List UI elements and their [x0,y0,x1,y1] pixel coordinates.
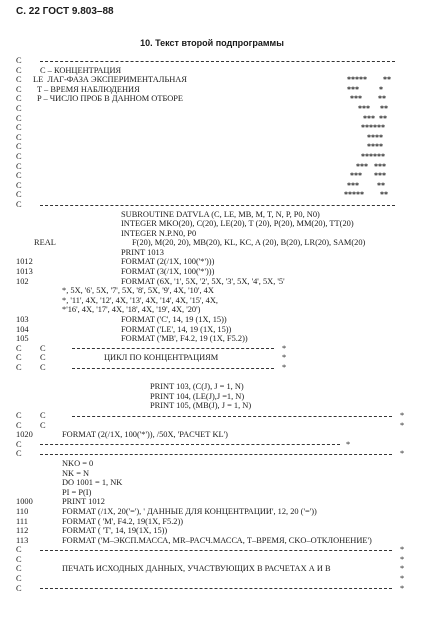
ascii-art: *** ** [347,180,385,190]
comment-marker: C [16,410,22,420]
box-star: * [282,363,287,372]
code-line [0,257,424,267]
comment-marker: C [16,180,22,190]
code-line [0,555,424,565]
code-text: PI = P(I) [62,487,92,497]
code-line [0,334,424,344]
box-star: * [282,353,287,363]
comment-marker: C [16,574,22,584]
code-text: PRINT 1012 [62,497,105,507]
comment-marker: C [16,583,22,593]
comment-marker: C [16,439,22,449]
dashed-rule [72,348,274,349]
code-line [0,190,424,200]
comment-marker: C [16,123,22,133]
box-star: * [400,545,405,555]
code-text: INTEGER MKO(20), C(20), LE(20), T (20), P(20), MM(20), TT(20) [121,219,354,229]
comment-marker: C [16,545,22,555]
code-text: FORMAT (6X, '1', 5X, '2', 5X, '3', 5X, '4', 5X, '5' [121,276,285,286]
code-line [0,517,424,527]
code-text: T – ВРЕМЯ НАБЛЮДЕНИЯ [37,84,140,94]
ascii-art: *** ** [350,94,386,104]
box-star: * [400,420,405,430]
dashed-rule [72,368,274,369]
ascii-art: *** *** [350,171,386,181]
comment-marker: C [16,75,22,85]
code-text: FORMAT ('M–ЭКСП.МАССА, MR–PACЧ.МАССА, T–ВРЕМЯ, CKO–ОТКЛОНЕНИЕ') [62,535,372,545]
ascii-art: ****** [361,151,385,161]
statement-label: 110 [16,506,29,516]
code-text: NKO = 0 [62,458,94,468]
code-line [0,421,424,431]
statement-label: 102 [16,276,29,286]
code-line [0,392,424,402]
code-text: SUBROUTINE DATVLA (C, LE, MB, M, T, N, P, P0, N0) [121,209,320,219]
statement-label: 104 [16,324,29,334]
code-text: FORMAT ( 'T', 14, 19(1X, 15)) [62,526,168,536]
comment-marker: C [16,113,22,123]
code-line [0,545,424,555]
ascii-art: **** [367,142,383,152]
comment-marker: C [16,56,22,65]
code-text: *'16', 4X, '17', 4X, '18', 4X, '19', 4X, '20') [62,305,201,315]
ascii-art: *** ** [358,103,388,113]
statement-label: 1000 [16,497,33,507]
statement-label: 113 [16,535,29,545]
code-text: FORMAT (2(/1X, 100('*')), /50X, 'PACЧЕТ KL') [62,430,228,440]
code-text: INTEGER N.P.N0, P0 [121,228,197,238]
code-line [0,104,424,114]
code-line [0,286,424,296]
dashed-rule [72,416,392,417]
ascii-art: *** * [347,84,383,94]
comment-marker: C [16,343,22,353]
code-line [0,440,424,450]
comment-marker: C [40,353,46,363]
code-line [0,353,424,363]
comment-marker: C [16,363,22,372]
code-line [0,181,424,191]
comment-marker: C [16,65,22,75]
code-text: FORMAT (/1X, 20('='), ' ДАННЫЕ ДЛЯ КОНЦЕНТРАЦИИ', 12, 20 ('=')) [62,506,317,516]
box-star: * [400,554,405,564]
code-line [0,66,424,76]
code-line [0,267,424,277]
code-text: FORMAT ('LE', 14, 19 (1X, 15)) [121,324,232,334]
comment-marker: C [16,103,22,113]
code-text: *, 5X, '6', 5X, '7', 5X, '8', 5X, '9', 4X, '10', 4X [62,286,214,296]
ascii-art: **** [367,132,383,142]
code-text: ЦИКЛ ПО КОНЦЕНТРАЦИЯМ [104,353,219,363]
statement-label: 111 [16,516,28,526]
comment-marker: C [40,410,46,420]
comment-marker: C [16,564,22,574]
comment-marker: C [40,343,46,353]
section-title: 10. Текст второй подпрограммы [140,38,284,48]
comment-marker: C [16,84,22,94]
page-header: С. 22 ГОСТ 9.803–88 [16,6,114,17]
statement-label: 105 [16,334,29,344]
code-text: FORMAT ('MB', F4.2, 19 (1X, F5.2)) [121,334,248,344]
code-line [0,430,424,440]
code-line [0,94,424,104]
code-text: ПЕЧАТЬ ИСХОДНЫХ ДАННЫХ, УЧАСТВУЮЩИХ В РАСЧЕТАХ А И В [62,564,331,574]
code-text: PRINT 105, (MB(J), J = 1, N) [150,401,252,411]
comment-marker: C [16,449,22,459]
dashed-rule [40,550,392,551]
code-line [0,401,424,411]
code-line [0,344,424,354]
box-star: * [282,343,287,353]
code-line [0,459,424,469]
box-star: * [400,449,405,459]
comment-marker: C [16,171,22,181]
comment-marker: C [16,142,22,152]
box-star: * [400,564,405,574]
code-line [0,382,424,392]
comment-marker: C [40,363,46,372]
dashed-rule [40,205,395,206]
ascii-art: ***** ** [347,75,391,85]
code-text: FORMAT ('C', 14, 19 (1X, 15)) [121,315,227,325]
code-listing [0,56,424,593]
code-line [0,574,424,584]
comment-marker: C [16,151,22,161]
code-line [0,373,424,383]
code-line [0,210,424,220]
code-line [0,133,424,143]
code-text: FORMAT (2(/1X, 100('*'))) [121,257,215,267]
code-line [0,162,424,172]
code-line [0,296,424,306]
code-line [0,488,424,498]
statement-label: 103 [16,315,29,325]
code-line [0,526,424,536]
code-line [0,152,424,162]
code-line [0,478,424,488]
code-line [0,449,424,459]
code-line [0,219,424,229]
statement-label: 1020 [16,430,33,440]
ascii-art: *** *** [356,161,386,171]
code-line [0,363,424,373]
comment-marker: C [16,190,22,200]
code-text: NK = N [62,468,90,478]
comment-marker: C [16,132,22,142]
code-line [0,315,424,325]
code-line [0,171,424,181]
code-line [0,229,424,239]
code-line [0,536,424,546]
box-star: * [400,410,405,420]
dashed-rule [40,454,392,455]
ascii-art: ***** ** [344,190,388,200]
comment-marker: C [40,420,46,430]
code-line [0,305,424,315]
code-line [0,142,424,152]
code-text: DO 1001 = 1, NK [62,478,123,488]
comment-marker: C [16,420,22,430]
code-text: P – ЧИСЛО ПРОБ В ДАННОМ ОТБОРЕ [37,94,184,104]
code-line [0,85,424,95]
code-line [0,469,424,479]
dashed-rule [40,588,392,589]
code-line [0,114,424,124]
box-star: * [346,439,351,449]
code-line [0,411,424,421]
code-line [0,75,424,85]
code-text: PRINT 103, (C(J), J = 1, N) [150,382,244,392]
comment-marker: C [16,161,22,171]
code-text: F(20), M(20, 20), MB(20), KL, KC, A (20), B(20), LR(20), SAM(20) [132,238,366,248]
code-line [0,277,424,287]
code-line [0,123,424,133]
statement-label: 1013 [16,267,33,277]
code-text: PRINT 104, (LE(J),J =1, N) [150,391,245,401]
code-line [0,200,424,210]
code-text: C – КОНЦЕНТРАЦИЯ [40,65,122,75]
code-text: FORMAT ( 'M', F4.2, 19(1X, F5.2)) [62,516,184,526]
box-star: * [400,574,405,584]
code-line [0,584,424,594]
code-line [0,248,424,258]
code-line [0,238,424,248]
code-line [0,325,424,335]
code-line [0,56,424,66]
comment-marker: C [16,199,22,209]
ascii-art: *** ** [363,113,387,123]
statement-label: 1012 [16,257,33,267]
comment-marker: C [16,554,22,564]
code-text: PRINT 1013 [121,247,164,257]
comment-marker: C [16,94,22,104]
code-text: *, '11', 4X, '12', 4X, '13', 4X, '14', 4X, '15', 4X, [62,295,218,305]
dashed-rule [40,61,395,62]
code-text: LE ЛАГ-ФАЗА ЭКСПЕРИМЕНТАЛЬНАЯ [33,75,187,85]
statement-label: REAL [34,238,56,248]
code-line [0,564,424,574]
code-line [0,497,424,507]
statement-label: 112 [16,526,29,536]
box-star: * [400,583,405,593]
code-text: FORMAT (3(/1X, 100('*'))) [121,267,215,277]
dashed-rule [40,444,340,445]
ascii-art: ****** [361,123,385,133]
code-line [0,507,424,517]
comment-marker: C [16,353,22,363]
